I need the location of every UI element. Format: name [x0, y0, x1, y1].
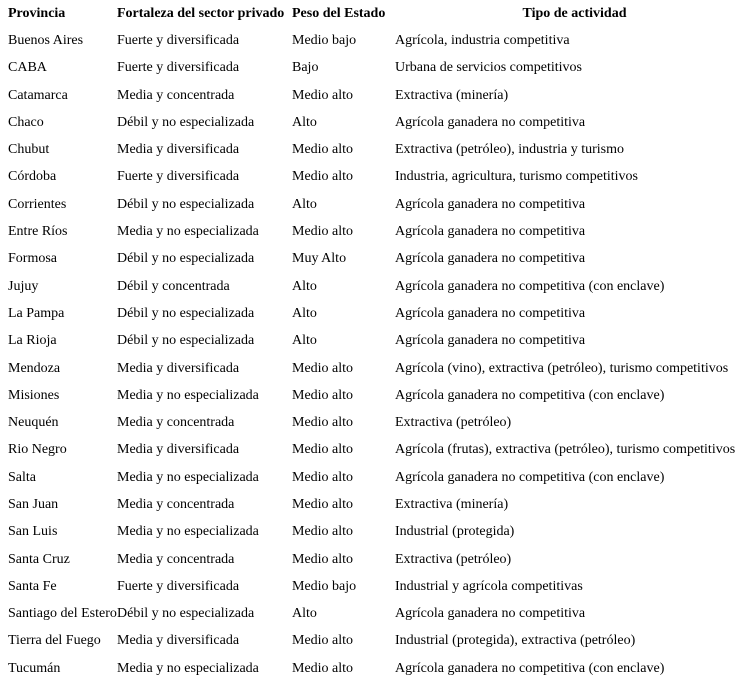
cell-peso: Alto: [292, 196, 317, 212]
cell-provincia: Tierra del Fuego: [8, 633, 101, 649]
cell-fortaleza: Media y no especializada: [117, 387, 259, 403]
cell-actividad: Agrícola ganadera no competitiva: [395, 224, 586, 240]
table-row: [0, 55, 754, 82]
cell-peso: Bajo: [292, 60, 319, 76]
cell-actividad: Extractiva (minería): [395, 496, 509, 512]
cell-peso: Alto: [292, 333, 317, 349]
table-row: [0, 437, 754, 464]
cell-actividad: Agrícola ganadera no competitiva: [395, 333, 586, 349]
table-row: [0, 27, 754, 54]
cell-provincia: Chaco: [8, 114, 44, 130]
cell-fortaleza: Media y concentrada: [117, 415, 235, 431]
cell-provincia: CABA: [8, 60, 47, 76]
cell-actividad: Agrícola (vino), extractiva (petróleo), turismo competitivos: [395, 360, 729, 376]
header-row: [0, 0, 754, 27]
col-header-tipo-de-actividad: Tipo de actividad: [522, 5, 627, 21]
cell-actividad: Agrícola, industria competitiva: [395, 32, 570, 48]
cell-provincia: Tucumán: [8, 660, 61, 676]
cell-actividad: Industria, agricultura, turismo competitivos: [395, 169, 639, 185]
table-row: [0, 491, 754, 518]
table-row: [0, 573, 754, 600]
cell-actividad: Extractiva (minería): [395, 87, 509, 103]
cell-peso: Medio alto: [292, 142, 354, 158]
table-row: [0, 464, 754, 491]
cell-provincia: Buenos Aires: [8, 32, 84, 48]
cell-peso: Medio alto: [292, 387, 354, 403]
cell-provincia: La Rioja: [8, 333, 57, 349]
cell-fortaleza: Fuerte y diversificada: [117, 578, 240, 594]
table-row: [0, 328, 754, 355]
cell-actividad: Industrial y agrícola competitivas: [395, 578, 583, 594]
table-row: [0, 246, 754, 273]
cell-peso: Medio alto: [292, 469, 354, 485]
cell-fortaleza: Media y diversificada: [117, 360, 240, 376]
cell-fortaleza: Débil y no especializada: [117, 606, 255, 622]
cell-fortaleza: Media y no especializada: [117, 224, 259, 240]
cell-peso: Muy Alto: [292, 251, 347, 267]
cell-fortaleza: Débil y no especializada: [117, 196, 255, 212]
cell-fortaleza: Débil y no especializada: [117, 114, 255, 130]
table-row: [0, 409, 754, 436]
table-row: [0, 382, 754, 409]
cell-provincia: Corrientes: [8, 196, 67, 212]
cell-fortaleza: Débil y no especializada: [117, 251, 255, 267]
cell-provincia: Córdoba: [8, 169, 57, 185]
cell-provincia: Formosa: [8, 251, 57, 267]
cell-actividad: Agrícola ganadera no competitiva: [395, 114, 586, 130]
table-row: [0, 628, 754, 655]
cell-provincia: Santa Cruz: [8, 551, 70, 567]
cell-actividad: Agrícola ganadera no competitiva (con enclave): [395, 387, 665, 403]
cell-actividad: Agrícola ganadera no competitiva: [395, 305, 586, 321]
cell-fortaleza: Fuerte y diversificada: [117, 32, 240, 48]
cell-provincia: Chubut: [8, 142, 50, 158]
cell-fortaleza: Fuerte y diversificada: [117, 60, 240, 76]
cell-fortaleza: Media y concentrada: [117, 496, 235, 512]
cell-provincia: Salta: [8, 469, 36, 485]
cell-peso: Medio alto: [292, 169, 354, 185]
table-row: [0, 273, 754, 300]
cell-fortaleza: Fuerte y diversificada: [117, 169, 240, 185]
cell-actividad: Extractiva (petróleo): [395, 551, 512, 567]
table-row: [0, 164, 754, 191]
cell-fortaleza: Media y no especializada: [117, 469, 259, 485]
cell-provincia: Jujuy: [8, 278, 39, 294]
cell-provincia: Misiones: [8, 387, 60, 403]
table-body: [0, 27, 754, 682]
cell-peso: Alto: [292, 114, 317, 130]
cell-actividad: Extractiva (petróleo), industria y turismo: [395, 142, 624, 158]
table-row: [0, 191, 754, 218]
table-row: [0, 355, 754, 382]
cell-provincia: San Juan: [8, 496, 59, 512]
cell-peso: Medio alto: [292, 415, 354, 431]
cell-actividad: Industrial (protegida): [395, 524, 515, 540]
table-row: [0, 519, 754, 546]
table-row: [0, 546, 754, 573]
cell-fortaleza: Débil y no especializada: [117, 305, 255, 321]
cell-peso: Alto: [292, 278, 317, 294]
table-row: [0, 218, 754, 245]
cell-actividad: Agrícola ganadera no competitiva (con enclave): [395, 469, 665, 485]
cell-provincia: Neuquén: [8, 415, 59, 431]
table-row: [0, 300, 754, 327]
cell-peso: Medio alto: [292, 360, 354, 376]
cell-provincia: Santa Fe: [8, 578, 57, 594]
cell-provincia: Santiago del Estero: [8, 606, 117, 622]
table-row: [0, 601, 754, 628]
cell-provincia: Rio Negro: [8, 442, 67, 458]
cell-peso: Medio bajo: [292, 578, 357, 594]
cell-actividad: Urbana de servicios competitivos: [395, 60, 583, 76]
cell-peso: Medio alto: [292, 224, 354, 240]
cell-actividad: Agrícola ganadera no competitiva: [395, 251, 586, 267]
cell-peso: Medio alto: [292, 496, 354, 512]
cell-fortaleza: Media y no especializada: [117, 660, 259, 676]
cell-peso: Medio alto: [292, 551, 354, 567]
cell-peso: Medio alto: [292, 87, 354, 103]
cell-peso: Medio alto: [292, 633, 354, 649]
table-row: [0, 655, 754, 682]
cell-peso: Medio alto: [292, 524, 354, 540]
col-header-provincia: Provincia: [8, 5, 66, 21]
cell-fortaleza: Débil y no especializada: [117, 333, 255, 349]
col-header-fortaleza-sector-privado: Fortaleza del sector privado: [117, 5, 285, 21]
cell-fortaleza: Media y concentrada: [117, 87, 235, 103]
cell-provincia: Entre Ríos: [8, 224, 68, 240]
cell-fortaleza: Media y diversificada: [117, 633, 240, 649]
cell-peso: Medio alto: [292, 442, 354, 458]
cell-fortaleza: Media y diversificada: [117, 442, 240, 458]
cell-peso: Medio alto: [292, 660, 354, 676]
cell-fortaleza: Media y concentrada: [117, 551, 235, 567]
cell-actividad: Agrícola ganadera no competitiva (con enclave): [395, 278, 665, 294]
cell-actividad: Agrícola ganadera no competitiva: [395, 606, 586, 622]
cell-actividad: Agrícola ganadera no competitiva (con enclave): [395, 660, 665, 676]
cell-peso: Medio bajo: [292, 32, 357, 48]
cell-actividad: Industrial (protegida), extractiva (petróleo): [395, 633, 636, 649]
cell-fortaleza: Media y diversificada: [117, 142, 240, 158]
cell-actividad: Agrícola (frutas), extractiva (petróleo), turismo competitivos: [395, 442, 736, 458]
cell-provincia: Mendoza: [8, 360, 61, 376]
cell-fortaleza: Débil y concentrada: [117, 278, 230, 294]
cell-fortaleza: Media y no especializada: [117, 524, 259, 540]
cell-provincia: San Luis: [8, 524, 58, 540]
cell-peso: Alto: [292, 606, 317, 622]
table-row: [0, 109, 754, 136]
cell-provincia: Catamarca: [8, 87, 68, 103]
table-row: [0, 82, 754, 109]
cell-actividad: Agrícola ganadera no competitiva: [395, 196, 586, 212]
cell-actividad: Extractiva (petróleo): [395, 415, 512, 431]
cell-peso: Alto: [292, 305, 317, 321]
col-header-peso-del-estado: Peso del Estado: [292, 5, 386, 21]
cell-provincia: La Pampa: [8, 305, 65, 321]
table-row: [0, 136, 754, 163]
